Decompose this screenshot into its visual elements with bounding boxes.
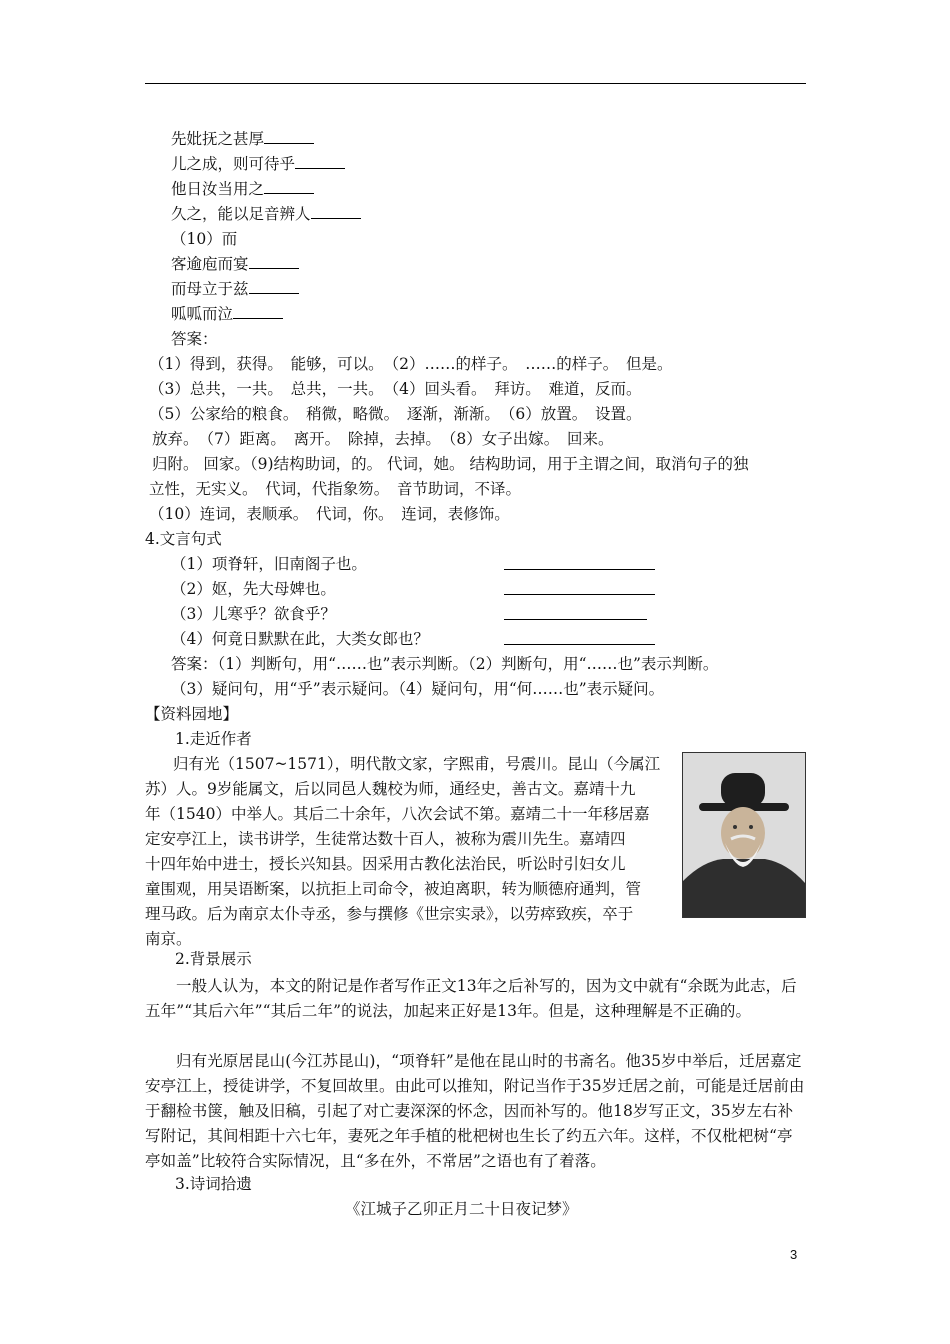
section4-answer: （3）疑问句，用“乎”表示疑问。（4）疑问句，用“何……也”表示疑问。 bbox=[171, 680, 665, 698]
sentence-item: （2）妪，先大母婢也。 bbox=[171, 580, 336, 598]
answer-blank bbox=[249, 254, 299, 269]
author-bio-line: 年（1540）中举人。其后二十余年，八次会试不第。嘉靖二十一年移居嘉 bbox=[145, 805, 650, 823]
answer-line: （10）连词，表顺承。 代词，你。 连词，表修饰。 bbox=[149, 505, 510, 523]
answer-line: （3）总共，一共。 总共，一共。 （4）回头看。 拜访。 难道，反而。 bbox=[149, 380, 642, 398]
author-bio-line: 理马政。后为南京太仆寺丞，参与撰修《世宗实录》，以劳瘁致疾，卒于 bbox=[145, 905, 634, 923]
vocab-line: 呱呱而泣 bbox=[171, 304, 283, 324]
author-bio-line: 十四年始中进士，授长兴知县。因采用古教化法治民，听讼时引妇女儿 bbox=[145, 855, 626, 873]
sentence-item: （3）儿寒乎？欲食乎？ bbox=[171, 605, 336, 623]
author-bio-line: 南京。 bbox=[145, 930, 192, 948]
poetry-title: 3.诗词拾遗 bbox=[175, 1175, 252, 1193]
author-bio-line: 归有光（1507~1571），明代散文家，字熙甫，号震川。昆山（今属江 bbox=[173, 755, 661, 773]
answer-blank bbox=[264, 129, 314, 144]
page-number: 3 bbox=[790, 1247, 798, 1262]
answer-underline bbox=[504, 619, 647, 620]
author-bio-line: 定安亭江上，读书讲学，生徒常达数十百人，被称为震川先生。嘉靖四 bbox=[145, 830, 626, 848]
background-title: 2.背景展示 bbox=[175, 950, 252, 968]
answer-line: 放弃。 （7）距离。 离开。 除掉，去掉。 （8）女子出嫁。 回来。 bbox=[152, 430, 614, 448]
resources-heading: 【资料园地】 bbox=[145, 705, 239, 723]
vocab-line: 而母立于兹 bbox=[171, 279, 299, 299]
answer-underline bbox=[504, 594, 655, 595]
answer-underline bbox=[504, 569, 655, 570]
answer-line: （1）得到，获得。 能够，可以。 （2）……的样子。 ……的样子。 但是。 bbox=[149, 355, 673, 373]
answer-line: 立性，无实义。 代词，代指象笏。 音节助词，不译。 bbox=[149, 480, 522, 498]
header-rule bbox=[145, 83, 806, 84]
background-paragraph: 一般人认为，本文的附记是作者写作正文13年之后补写的，因为文中就有“余既为此志，后五年”“其后六年”“其后二年”的说法，加起来正好是13年。但是，这种理解是不正确的。 bbox=[145, 977, 797, 1020]
author-bio-line: 童围观，用吴语断案，以抗拒上司命令，被迫离职，转为顺德府通判，管 bbox=[145, 880, 642, 898]
background-paragraph: 归有光原居昆山(今江苏昆山)，“项脊轩”是他在昆山时的书斋名。他35岁中举后，迁居嘉定安亭江上，授徒讲学，不复回故里。由此可以推知，附记当作于35岁迁居之前，可能是迁居前由于翻检书箧，触及旧稿，引起了对亡妻深深的怀念，因而补写的。他18岁写正文，35岁左右补写附记，其间相距十六七年，妻死之年手植的枇杷树也生长了约五六年。这样，不仅枇杷树“亭亭如盖”比较符合实际情况，且“多在外，不常居”之语也有了着落。 bbox=[145, 1052, 805, 1170]
answer-blank bbox=[311, 204, 361, 219]
answer-blank bbox=[295, 154, 345, 169]
author-title: 1.走近作者 bbox=[175, 730, 252, 748]
vocab-line: 久之，能以足音辨人 bbox=[171, 204, 361, 224]
answer-underline bbox=[504, 644, 655, 645]
vocab-line: 客逾庖而宴 bbox=[171, 254, 299, 274]
author-portrait bbox=[682, 752, 806, 918]
vocab-line: 儿之成，则可待乎 bbox=[171, 154, 345, 174]
section4-answer: 答案：（1）判断句，用“……也”表示判断。（2）判断句，用“……也”表示判断。 bbox=[171, 655, 719, 673]
sentence-item: （1）项脊轩，旧南阁子也。 bbox=[171, 555, 367, 573]
answer-blank bbox=[249, 279, 299, 294]
answer-blank bbox=[233, 304, 283, 319]
section-title: 4.文言句式 bbox=[145, 530, 222, 548]
answer-line: （5）公家给的粮食。 稍微，略微。 逐渐，渐渐。 （6）放置。 设置。 bbox=[149, 405, 642, 423]
answer-label: 答案： bbox=[171, 330, 218, 348]
author-bio-line: 苏）人。9岁能属文，后以同邑人魏校为师，通经史，善古文。嘉靖十九 bbox=[145, 780, 636, 798]
poem-title: 《江城子乙卯正月二十日夜记梦》 bbox=[345, 1200, 578, 1218]
vocab-line: 他日汝当用之 bbox=[171, 179, 314, 199]
sentence-item: （4）何竟日默默在此，大类女郎也？ bbox=[171, 630, 429, 648]
answer-line: 归附。 回家。（9)结构助词，的。 代词，她。 结构助词，用于主谓之间，取消句子的独 bbox=[152, 455, 749, 473]
vocab-heading: （10）而 bbox=[171, 230, 238, 248]
answer-blank bbox=[264, 179, 314, 194]
vocab-line: 先妣抚之甚厚 bbox=[171, 129, 314, 149]
